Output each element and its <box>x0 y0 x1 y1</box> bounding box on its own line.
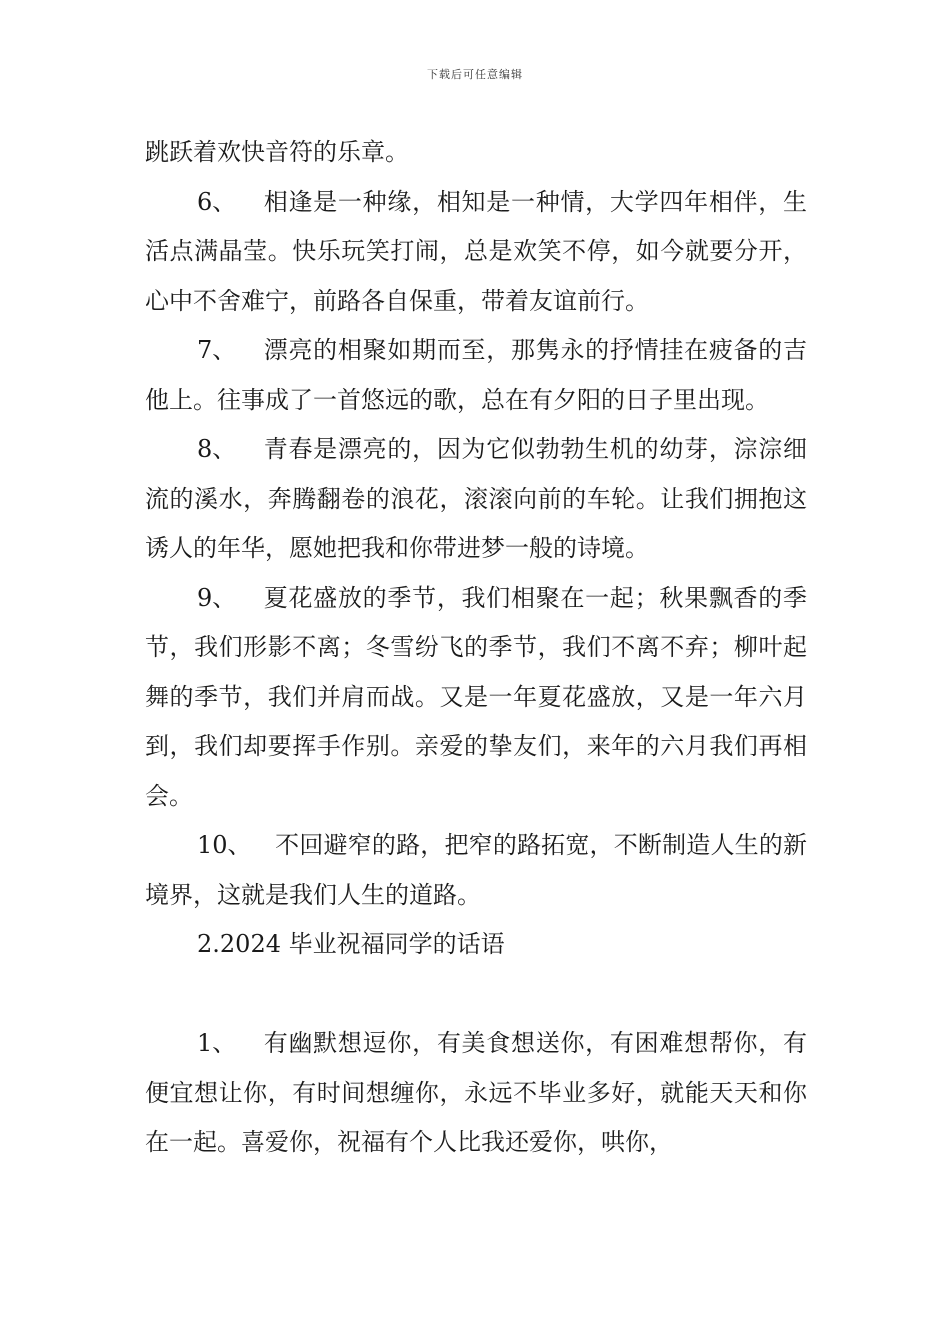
list-item <box>145 1019 807 1168</box>
list-item <box>145 178 807 327</box>
blank-line <box>145 970 807 1020</box>
page-header: 下载后可任意编辑 <box>427 68 523 81</box>
list-item <box>145 425 807 574</box>
item-number: 7、 <box>197 336 237 364</box>
item-number: 9、 <box>197 583 237 612</box>
list-item <box>145 574 807 822</box>
item-text: 不回避窄的路，把窄的路拓宽，不断制造人生的新境界，这就是我们人生的道路。 <box>145 831 807 909</box>
section-heading: 2.2024 毕业祝福同学的话语 <box>197 930 505 958</box>
item-text: 漂亮的相聚如期而至，那隽永的抒情挂在疲备的吉他上。往事成了一首悠远的歌，总在有夕阳的日子里出现。 <box>145 336 807 414</box>
carryover-paragraph: 跳跃着欢快音符的乐章。 <box>145 138 409 166</box>
list-item <box>145 821 807 920</box>
item-text: 青春是漂亮的，因为它似勃勃生机的幼芽，淙淙细流的溪水，奔腾翻卷的浪花，滚滚向前的车轮。让我们拥抱这诱人的年华，愿她把我和你带进梦一般的诗境。 <box>145 435 807 562</box>
list-item <box>145 326 807 425</box>
item-number: 8、 <box>197 435 237 463</box>
item-number: 10、 <box>197 831 252 859</box>
item-text: 夏花盛放的季节，我们相聚在一起；秋果飘香的季节，我们形影不离；冬雪纷飞的季节，我们不离不弃；柳叶起舞的季节，我们并肩而战。又是一年夏花盛放，又是一年六月到，我们却要挥手作别。亲爱的挚友们，来年的六月我们再相会。 <box>145 583 807 810</box>
item-number: 1、 <box>197 1029 237 1057</box>
item-text: 相逢是一种缘，相知是一种情，大学四年相伴，生活点满晶莹。快乐玩笑打闹，总是欢笑不停，如今就要分开，心中不舍难宁，前路各自保重，带着友谊前行。 <box>145 187 807 315</box>
document-body <box>145 128 807 1168</box>
item-number: 6、 <box>197 187 237 216</box>
item-text: 有幽默想逗你，有美食想送你，有困难想帮你，有便宜想让你，有时间想缠你，永远不毕业多好，就能天天和你在一起。喜爱你，祝福有个人比我还爱你，哄你， <box>145 1029 807 1156</box>
